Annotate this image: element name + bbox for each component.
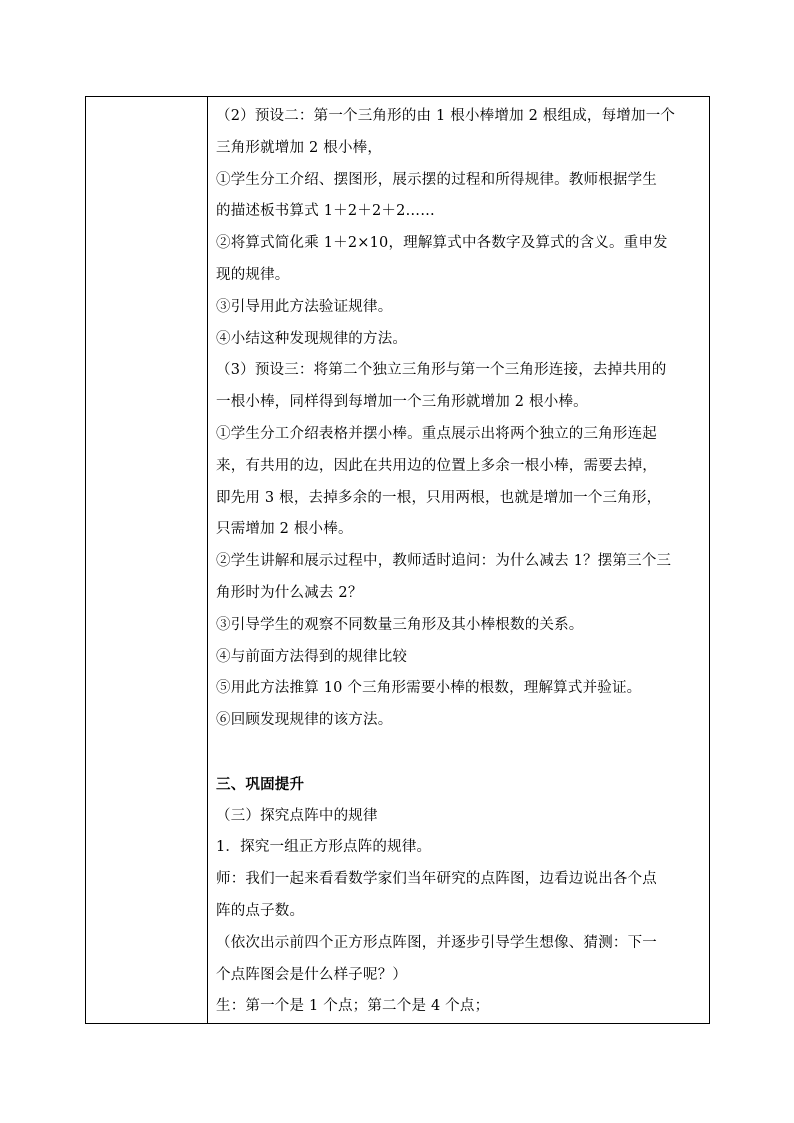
- text-line: 即先用 3 根，去掉多余的一根，只用两根，也就是增加一个三角形，: [216, 489, 662, 506]
- text-line: 三角形就增加 2 根小棒，: [216, 139, 383, 156]
- table-row: [86, 97, 710, 1024]
- text-line: ④与前面方法得到的规律比较: [216, 648, 408, 665]
- text-line: ⑤用此方法推算 10 个三角形需要小棒的根数，理解算式并验证。: [216, 680, 642, 697]
- text-line: （依次出示前四个正方形点阵图，并逐步引导学生想像、猜测：下一: [216, 934, 657, 951]
- text-line: 个点阵图会是什么样子呢？）: [216, 966, 408, 983]
- text-line: （三）探究点阵中的规律: [216, 807, 378, 824]
- text-line: ②将算式简化乘 1＋2×10，理解算式中各数字及算式的含义。重申发: [216, 235, 668, 252]
- text-line: ③引导用此方法验证规律。: [216, 298, 393, 315]
- text-line: 一根小棒，同样得到每增加一个三角形就增加 2 根小棒。: [216, 394, 588, 411]
- text-line: （2）预设二：第一个三角形的由 1 根小棒增加 2 根组成，每增加一个: [216, 108, 676, 124]
- text-line: ④小结这种发现规律的方法。: [216, 330, 408, 347]
- text-line: 的描述板书算式 1＋2＋2＋2……: [216, 203, 435, 220]
- text-line: 来，有共用的边，因此在共用边的位置上多余一根小棒，需要去掉，: [216, 457, 657, 474]
- right-column-cell: [208, 97, 710, 1024]
- text-line: 1．探究一组正方形点阵的规律。: [216, 839, 432, 856]
- text-line: 师：我们一起来看看数学家们当年研究的点阵图，边看边说出各个点: [216, 871, 657, 888]
- lesson-plan-table: [85, 96, 710, 1024]
- text-line: 生：第一个是 1 个点；第二个是 4 个点；: [216, 998, 490, 1015]
- section-heading: 三、巩固提升: [216, 775, 305, 793]
- text-line: ①学生分工介绍、摆图形，展示摆的过程和所得规律。教师根据学生: [216, 171, 657, 188]
- text-line: ②学生讲解和展示过程中，教师适时追问：为什么减去 1？摆第三个三: [216, 553, 672, 570]
- lesson-content: [208, 97, 709, 1023]
- text-line: 只需增加 2 根小棒。: [216, 521, 353, 538]
- text-line: 阵的点子数。: [216, 902, 305, 919]
- text-line: ⑥回顾发现规律的该方法。: [216, 712, 393, 729]
- blank-line: [216, 737, 703, 769]
- text-line: ①学生分工介绍表格并摆小棒。重点展示出将两个独立的三角形连起: [216, 425, 657, 442]
- text-line: ③引导学生的观察不同数量三角形及其小棒根数的关系。: [216, 616, 584, 633]
- text-line: （3）预设三：将第二个独立三角形与第一个三角形连接，去掉共用的: [216, 362, 667, 379]
- text-line: 现的规律。: [216, 266, 290, 283]
- text-line: 角形时为什么减去 2？: [216, 584, 363, 601]
- left-column-cell: [86, 97, 208, 1024]
